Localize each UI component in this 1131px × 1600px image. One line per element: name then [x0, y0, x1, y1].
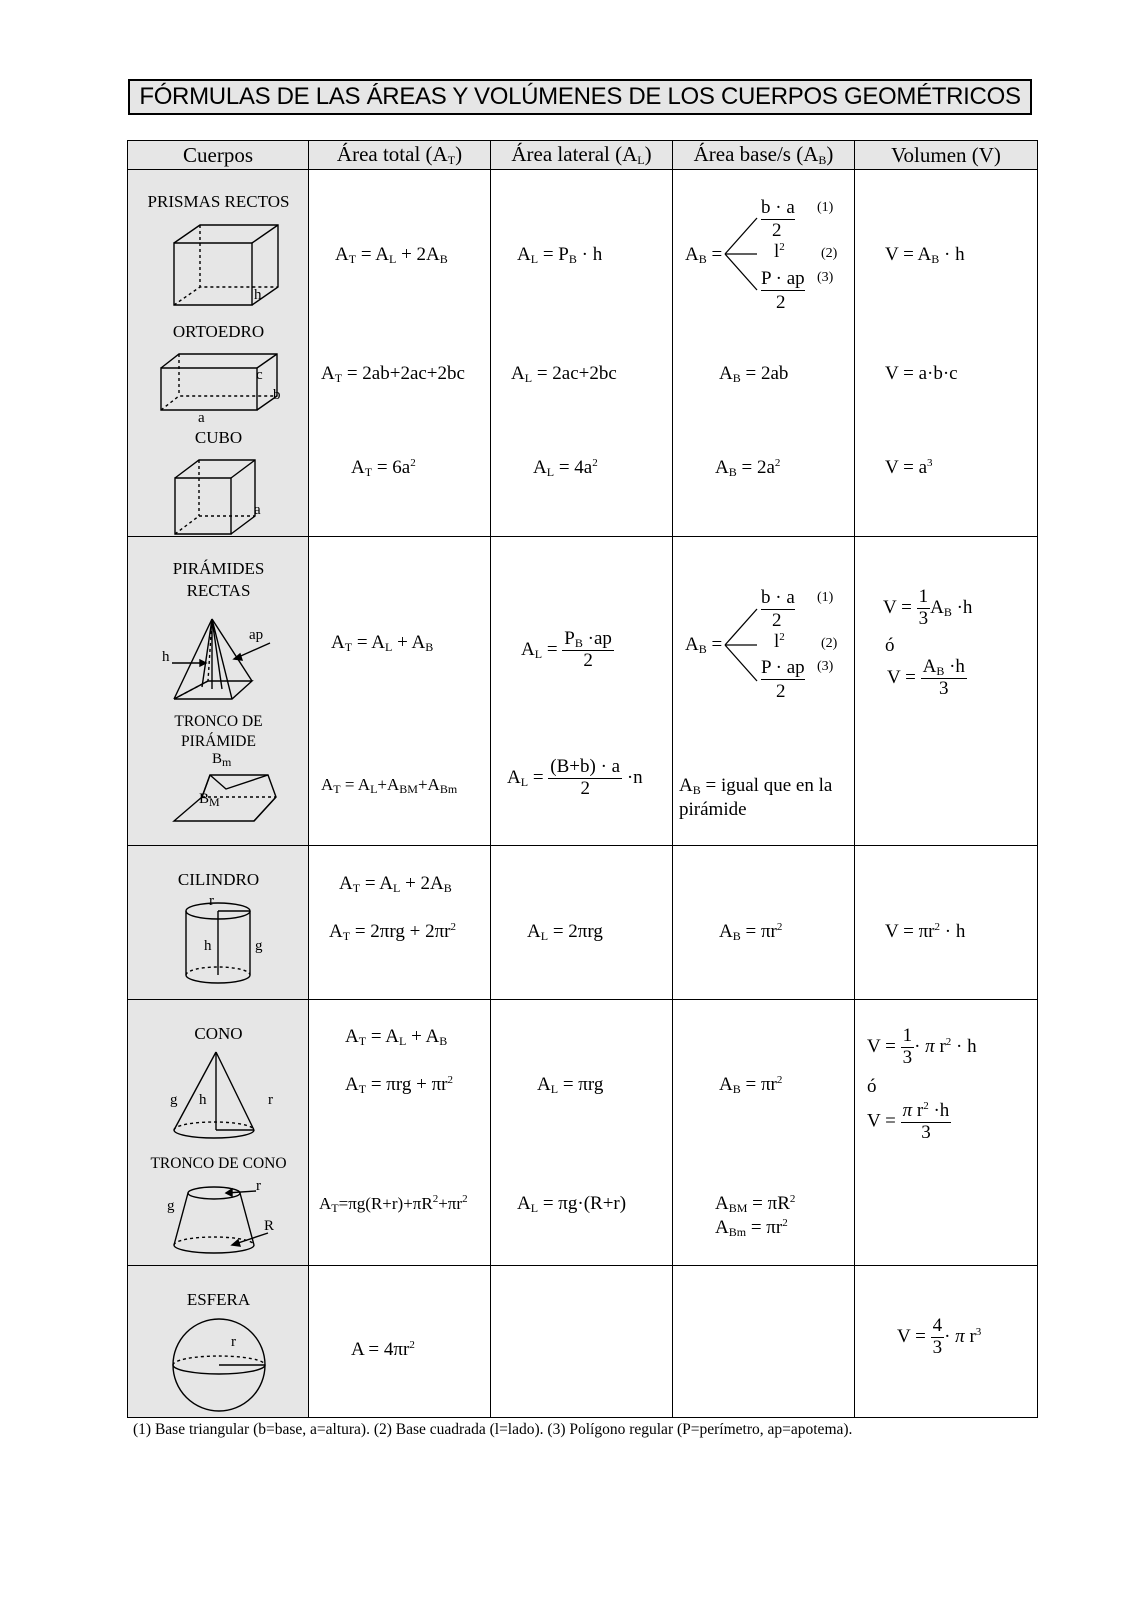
cell-cono-ab — [673, 1000, 855, 1266]
label-tronco-cono: TRONCO DE CONO — [150, 1155, 287, 1172]
sphere-figure — [172, 1318, 268, 1414]
formula-ortoedro-at: $A_T = 2ab+2ac+2bc$ — [321, 363, 465, 385]
formula-cono-al: $A_L = \pi rg$ — [537, 1074, 604, 1096]
formula-piramide-v1: V = $\frac{1}{3}$ $A_B \cdot h$ — [883, 586, 973, 629]
cell-piramides-v — [855, 537, 1038, 846]
label-tronco-piramide-1: TRONCO DE — [174, 713, 263, 730]
label-BM: $B_M$ — [199, 791, 220, 809]
cell-cilindro-at — [309, 846, 491, 1000]
cell-cono-body — [128, 1000, 309, 1266]
formula-l2b: $l^2$ — [774, 631, 785, 652]
cell-prismas-al — [491, 170, 673, 537]
label-r-tronco: r — [256, 1178, 261, 1194]
formulas-table — [127, 140, 1038, 1418]
label-r-esfera: r — [231, 1334, 236, 1350]
formula-cubo-ab: $A_B = 2a^2$ — [715, 457, 781, 479]
formula-piramide-al: $A_L$ = $\frac{P_B \cdot ap}{2}$ — [521, 628, 612, 672]
row-esfera — [128, 1266, 1038, 1418]
header-area-total: Área total $(A_T)$ — [309, 141, 491, 170]
formula-cono-o: ó — [867, 1076, 877, 1097]
brace-lines — [723, 216, 763, 292]
formula-tronco-piramide-at: $A_T = A_L+A_{BM}+A_{Bm}$ — [321, 775, 458, 796]
label-ap: ap — [249, 627, 264, 643]
formula-cilindro-ab: $A_B = \pi r^2$ — [719, 921, 783, 943]
formula-ortoedro-v: V = a·b·c — [885, 363, 958, 384]
frac-pap-num-2: P · ap — [761, 657, 805, 678]
formula-tronco-piramide-al: $A_L$ = $\frac{(B+b) \cdot a}{2}$ ·n — [507, 756, 643, 799]
formula-prisma-at: $A_T = A_L + 2A_B$ — [335, 244, 448, 266]
label-h: h — [254, 287, 262, 303]
cell-piramides-body — [128, 537, 309, 846]
cell-esfera-al — [491, 1266, 673, 1418]
formula-esfera-a: $A = 4\pi r^2$ — [351, 1339, 415, 1360]
formula-prisma-ab: $A_B$ = — [685, 244, 723, 266]
label-cilindro: CILINDRO — [177, 870, 260, 889]
formula-cubo-at: $A_T = 6a^2$ — [351, 457, 416, 479]
note-3b: (3) — [817, 659, 834, 674]
cell-esfera-ab — [673, 1266, 855, 1418]
frac-pap-den-2: 2 — [776, 681, 786, 702]
header-area-lateral: Área lateral $(A_L)$ — [491, 141, 673, 170]
cell-cilindro-body — [128, 846, 309, 1000]
header-area-base: Área base/s $(A_B)$ — [673, 141, 855, 170]
formula-cilindro-at2: $A_T = 2\pi rg + 2\pi r^2$ — [329, 921, 457, 943]
note-1: (1) — [817, 200, 834, 215]
formula-cono-at1: $A_T = A_L + A_B$ — [345, 1026, 448, 1048]
row-prismas — [128, 170, 1038, 537]
frac-ba-den-2: 2 — [772, 610, 782, 631]
cell-prismas-at — [309, 170, 491, 537]
cell-prismas-v — [855, 170, 1038, 537]
label-g-cono: g — [170, 1092, 178, 1108]
note-2b: (2) — [821, 636, 838, 651]
label-cono: CONO — [194, 1024, 243, 1043]
prism-figure — [172, 225, 282, 305]
formula-cono-v2: V = $\frac{\pi r^2 \cdot h}{3}$ — [867, 1100, 950, 1143]
label-r-cil: r — [209, 893, 214, 909]
cell-piramides-ab — [673, 537, 855, 846]
cell-esfera-v — [855, 1266, 1038, 1418]
formula-piramide-at: $A_T = A_L + A_B$ — [331, 632, 434, 654]
cell-piramides-al — [491, 537, 673, 846]
cell-esfera-at — [309, 1266, 491, 1418]
header-volumen: Volumen (V) — [855, 141, 1038, 170]
cell-prismas-body — [128, 170, 309, 537]
cell-cilindro-v — [855, 846, 1038, 1000]
label-piramides-2: RECTAS — [186, 581, 251, 600]
cell-cono-al — [491, 1000, 673, 1266]
formula-cono-ab: $A_B = \pi r^2$ — [719, 1074, 783, 1096]
note-3: (3) — [817, 270, 834, 285]
label-b: b — [273, 387, 281, 403]
label-tronco-piramide-2: PIRÁMIDE — [181, 733, 256, 750]
cube-figure — [173, 460, 263, 535]
label-Bm: $B_m$ — [212, 751, 232, 769]
header-cuerpos: Cuerpos — [128, 141, 309, 170]
header-row — [128, 141, 1038, 170]
formula-tronco-ab-2: pirámide — [679, 799, 747, 820]
formula-cono-at2: $A_T = \pi rg + \pi r^2$ — [345, 1074, 454, 1096]
page-title: FÓRMULAS DE LAS ÁREAS Y VOLÚMENES DE LOS CUERPOS GEOMÉTRICOS — [139, 83, 1021, 110]
formula-cubo-al: $A_L = 4a^2$ — [533, 457, 598, 479]
frac-pap-num: P · ap — [761, 268, 805, 289]
row-cono — [128, 1000, 1038, 1266]
frac-ba-den: 2 — [772, 220, 782, 241]
ortoedro-figure — [159, 354, 284, 414]
cell-esfera-body — [128, 1266, 309, 1418]
label-g-tronco: g — [167, 1198, 175, 1214]
brace-lines-2 — [723, 607, 763, 683]
formula-esfera-v: V = $\frac{4}{3}$ · π $r^3$ — [897, 1315, 982, 1358]
cell-prismas-ab — [673, 170, 855, 537]
cell-cono-at — [309, 1000, 491, 1266]
label-prismas: PRISMAS RECTOS — [147, 192, 290, 211]
label-cubo: CUBO — [194, 428, 243, 447]
formula-tronco-cono-abM: $A_{BM} = \pi R^2$ — [715, 1193, 796, 1215]
note-2: (2) — [821, 246, 838, 261]
frac-pap-den: 2 — [776, 292, 786, 313]
label-h-pyr: h — [162, 649, 170, 665]
label-r-cono: r — [268, 1092, 273, 1108]
truncated-pyramid-figure — [172, 767, 282, 827]
formula-piramide-v2: V = $\frac{A_B \cdot h}{3}$ — [887, 656, 965, 700]
label-piramides-1: PIRÁMIDES — [172, 559, 265, 578]
label-R-tronco: R — [264, 1218, 275, 1234]
formula-piramide-o: ó — [885, 635, 895, 656]
label-esfera: ESFERA — [186, 1290, 251, 1309]
label-ortoedro: ORTOEDRO — [172, 322, 265, 341]
formula-cilindro-at1: $A_T = A_L + 2A_B$ — [339, 873, 452, 895]
formula-tronco-ab-1: $A_B$ = igual que en la — [679, 775, 833, 797]
note-1b: (1) — [817, 590, 834, 605]
row-cilindro — [128, 846, 1038, 1000]
page-title-box — [128, 79, 1032, 115]
label-g-cil: g — [255, 938, 263, 954]
formula-piramide-ab: $A_B$ = — [685, 634, 723, 656]
cell-cilindro-al — [491, 846, 673, 1000]
label-h-cil: h — [204, 938, 212, 954]
row-piramides — [128, 537, 1038, 846]
label-a: a — [198, 410, 205, 426]
frac-ba-num: b · a — [761, 197, 795, 218]
cell-cilindro-ab — [673, 846, 855, 1000]
formula-prisma-v: $V = A_B \cdot h$ — [885, 244, 965, 266]
formula-cono-v1: V = $\frac{1}{3}$ · π $r^2 \cdot h$ — [867, 1025, 977, 1068]
label-c: c — [256, 367, 263, 383]
cell-cono-v — [855, 1000, 1038, 1266]
formula-tronco-cono-at: $A_T=\pi g(R+r)+\pi R^2+\pi r^2$ — [319, 1193, 468, 1215]
pyramid-figure — [172, 617, 282, 702]
formula-cubo-v: $V = a^3$ — [885, 457, 933, 478]
formula-ortoedro-ab: $A_B = 2ab$ — [719, 363, 789, 385]
formula-cilindro-v: $V = \pi r^2 \cdot h$ — [885, 921, 966, 942]
formula-ortoedro-al: $A_L = 2ac+2bc$ — [511, 363, 617, 385]
cylinder-figure — [184, 901, 254, 986]
cone-figure — [172, 1050, 262, 1140]
cell-piramides-at — [309, 537, 491, 846]
label-a-cubo: a — [254, 502, 261, 518]
formula-cilindro-al: $A_L = 2\pi rg$ — [527, 921, 603, 943]
formula-prisma-al: $A_L = P_B \cdot h$ — [517, 244, 603, 266]
formula-tronco-cono-al: $A_L = \pi g\cdot(R+r)$ — [517, 1193, 627, 1215]
formula-l2: $l^2$ — [774, 241, 785, 262]
label-h-cono: h — [199, 1092, 207, 1108]
formula-tronco-cono-abm: $A_{Bm} = \pi r^2$ — [715, 1217, 788, 1239]
footnote: (1) Base triangular (b=base, a=altura). (2) Base cuadrada (l=lado). (3) Polígono regular (P=perímetro, ap=apotema). — [133, 1421, 853, 1438]
frac-ba-num-2: b · a — [761, 587, 795, 608]
